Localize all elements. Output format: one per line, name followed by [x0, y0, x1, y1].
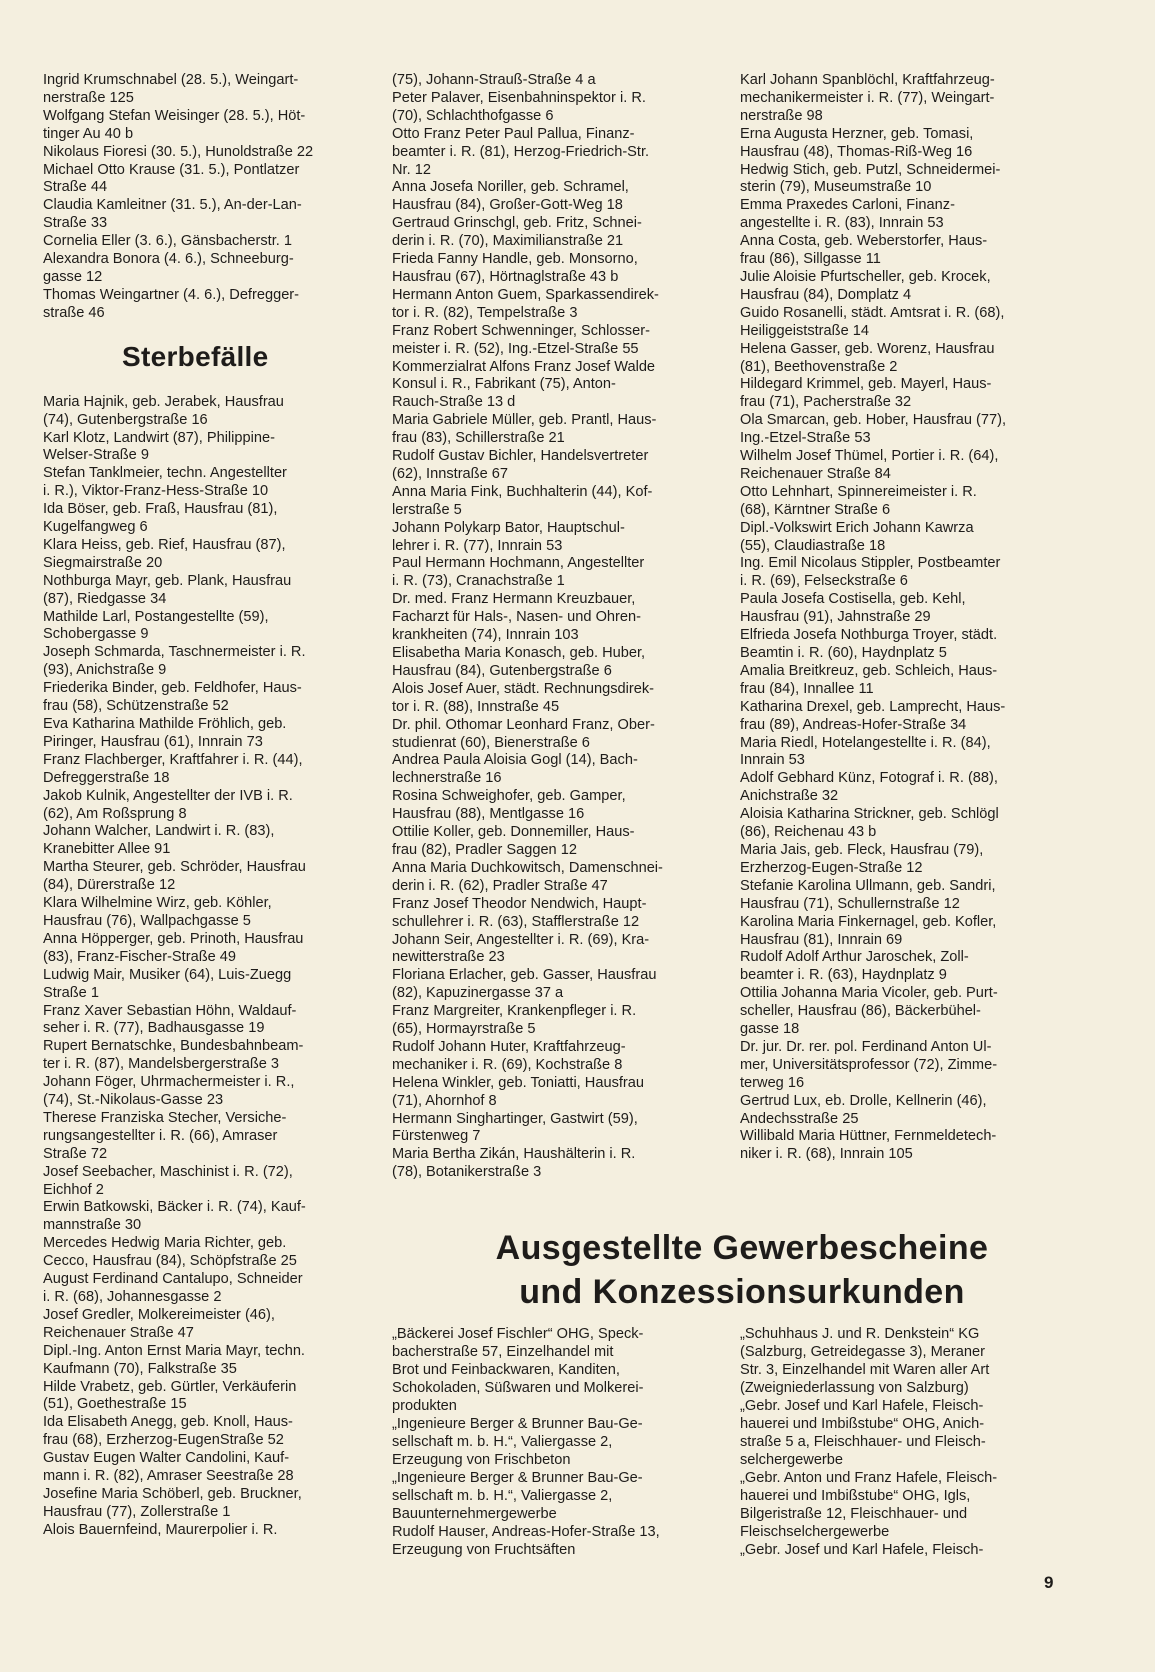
text-line: Hausfrau (81), Innrain 69 — [740, 931, 903, 948]
text-line: Franz Robert Schwenninger, Schlosser- — [392, 322, 650, 339]
text-line: Johann Walcher, Landwirt i. R. (83), — [43, 823, 275, 840]
text-line: meister i. R. (52), Ing.-Etzel-Straße 55 — [392, 340, 639, 357]
text-line: frau (68), Erzherzog-EugenStraße 52 — [43, 1432, 284, 1449]
text-line: nerstraße 98 — [740, 107, 823, 124]
births-list-continued — [43, 72, 373, 323]
text-line: Hausfrau (71), Schullernstraße 12 — [740, 895, 960, 912]
text-line: tor i. R. (82), Tempelstraße 3 — [392, 304, 578, 321]
text-line: Brot und Feinbackwaren, Kanditen, — [392, 1362, 620, 1378]
text-line: Wilhelm Josef Thümel, Portier i. R. (64), — [740, 448, 999, 465]
text-line: Elfrieda Josefa Nothburga Troyer, städt. — [740, 627, 998, 644]
text-line: Anna Maria Duchkowitsch, Damenschnei- — [392, 859, 663, 876]
text-line: nerstraße 125 — [43, 89, 134, 106]
text-line: Fleischselchergewerbe — [740, 1524, 890, 1540]
text-line: Mathilde Larl, Postangestellte (59), — [43, 608, 269, 625]
heading-sterbefaelle: Sterbefälle — [122, 340, 269, 372]
text-line: (74), Gutenbergstraße 16 — [43, 411, 208, 428]
text-line: Defreggerstraße 18 — [43, 769, 170, 786]
text-line: Paula Josefa Costisella, geb. Kehl, — [740, 591, 966, 608]
text-line: Hausfrau (84), Gutenbergstraße 6 — [392, 662, 612, 679]
text-line: frau (82), Pradler Saggen 12 — [392, 841, 577, 858]
text-line: Karl Johann Spanblöchl, Kraftfahrzeug- — [740, 72, 995, 88]
text-line: Kugelfangweg 6 — [43, 519, 148, 536]
text-line: Friederika Binder, geb. Feldhofer, Haus- — [43, 680, 302, 697]
text-line: „Schuhhaus J. und R. Denkstein“ KG — [740, 1326, 980, 1342]
text-line: Erna Augusta Herzner, geb. Tomasi, — [740, 125, 974, 142]
text-line: derin i. R. (70), Maximilianstraße 21 — [392, 233, 624, 250]
text-line: Maria Bertha Zikán, Haushälterin i. R. — [392, 1146, 636, 1163]
text-line: Hausfrau (48), Thomas-Riß-Weg 16 — [740, 143, 973, 160]
text-line: Hausfrau (91), Jahnstraße 29 — [740, 609, 931, 626]
text-line: Johann Föger, Uhrmachermeister i. R., — [43, 1074, 295, 1091]
text-line: Schobergasse 9 — [43, 626, 149, 643]
text-line: mechaniker i. R. (69), Kochstraße 8 — [392, 1056, 623, 1073]
text-line: Siegmairstraße 20 — [43, 554, 163, 571]
text-line: Ola Smarcan, geb. Hober, Hausfrau (77), — [740, 412, 1007, 429]
text-line: straße 46 — [43, 304, 105, 321]
text-line: Ingrid Krumschnabel (28. 5.), Weingart- — [43, 72, 299, 88]
text-line: bacherstraße 57, Einzelhandel mit — [392, 1344, 614, 1360]
text-line: Josef Gredler, Molkereimeister (46), — [43, 1306, 275, 1323]
text-line: Erzherzog-Eugen-Straße 12 — [740, 859, 923, 876]
text-line: Hildegard Krimmel, geb. Mayerl, Haus- — [740, 376, 992, 393]
text-line: Rudolf Hauser, Andreas-Hofer-Straße 13, — [392, 1524, 660, 1540]
text-line: beamter i. R. (63), Haydnplatz 9 — [740, 967, 947, 984]
text-line: Dr. med. Franz Hermann Kreuzbauer, — [392, 591, 636, 608]
text-line: selchergewerbe — [740, 1452, 844, 1468]
text-line: Str. 3, Einzelhandel mit Waren aller Art — [740, 1362, 990, 1378]
text-line: Andechsstraße 25 — [740, 1110, 859, 1127]
text-line: Frieda Fanny Handle, geb. Monsorno, — [392, 251, 638, 268]
column-3-deaths-list — [740, 72, 1090, 1164]
text-line: (83), Franz-Fischer-Straße 49 — [43, 948, 237, 965]
text-line: Peter Palaver, Eisenbahninspektor i. R. — [392, 89, 646, 106]
text-line: Anichstraße 32 — [740, 788, 839, 805]
column-1 — [43, 72, 373, 1540]
text-line: produkten — [392, 1398, 457, 1414]
text-line: Bilgeristraße 12, Fleischhauer- und — [740, 1506, 968, 1522]
text-line: ter i. R. (87), Mandelsbergerstraße 3 — [43, 1056, 280, 1073]
text-line: i. R. (68), Johannesgasse 2 — [43, 1289, 222, 1305]
text-line: Rauch-Straße 13 d — [392, 394, 516, 411]
text-line: Facharzt für Hals-, Nasen- und Ohren- — [392, 609, 641, 626]
text-line: Emma Praxedes Carloni, Finanz- — [740, 197, 955, 214]
text-line: tor i. R. (88), Innstraße 45 — [392, 698, 560, 715]
text-line: mann i. R. (82), Amraser Seestraße 28 — [43, 1468, 294, 1485]
text-line: Therese Franziska Stecher, Versiche- — [43, 1109, 287, 1126]
text-line: gasse 18 — [740, 1021, 800, 1038]
text-line: Maria Riedl, Hotelangestellte i. R. (84), — [740, 734, 991, 751]
text-line: lechnerstraße 16 — [392, 770, 502, 787]
text-line: mechanikermeister i. R. (77), Weingart- — [740, 89, 995, 106]
text-line: Gustav Eugen Walter Candolini, Kauf- — [43, 1450, 290, 1467]
text-line: Dipl.-Volkswirt Erich Johann Kawrza — [740, 519, 974, 536]
text-line: Anna Maria Fink, Buchhalterin (44), Kof- — [392, 483, 653, 500]
text-line: (93), Anichstraße 9 — [43, 662, 167, 679]
text-line: Hilde Vrabetz, geb. Gürtler, Verkäuferin — [43, 1378, 297, 1395]
text-line: niker i. R. (68), Innrain 105 — [740, 1146, 913, 1163]
text-line: Ing. Emil Nicolaus Stippler, Postbeamter — [740, 555, 1001, 572]
heading-gewerbescheine — [392, 1226, 1092, 1314]
text-line: Rupert Bernatschke, Bundesbahnbeam- — [43, 1038, 304, 1055]
text-line: (65), Hormayrstraße 5 — [392, 1021, 536, 1038]
text-line: Otto Lehnhart, Spinnereimeister i. R. — [740, 483, 977, 500]
text-line: (87), Riedgasse 34 — [43, 590, 167, 607]
text-line: Eichhof 2 — [43, 1181, 104, 1198]
text-line: (62), Am Roßsprung 8 — [43, 805, 187, 822]
column-2-deaths-list — [392, 72, 722, 1182]
text-line: Josefine Maria Schöberl, geb. Bruckner, — [43, 1485, 302, 1502]
text-line: tinger Au 40 b — [43, 125, 134, 142]
text-line: Joseph Schmarda, Taschnermeister i. R. — [43, 644, 306, 661]
text-line: Claudia Kamleitner (31. 5.), An-der-Lan- — [43, 197, 302, 214]
text-line: Kommerzialrat Alfons Franz Josef Walde — [392, 358, 656, 375]
text-line: Willibald Maria Hüttner, Fernmeldetech- — [740, 1128, 997, 1145]
deaths-list-part-1 — [43, 394, 373, 1540]
text-line: Mercedes Hedwig Maria Richter, geb. — [43, 1235, 287, 1252]
text-line: Rudolf Adolf Arthur Jaroschek, Zoll- — [740, 949, 969, 966]
heading-gewerbescheine-line-2: und Konzessionsurkunden — [519, 1273, 965, 1311]
text-line: „Gebr. Anton und Franz Hafele, Fleisch- — [740, 1470, 998, 1486]
text-line: Innrain 53 — [740, 752, 805, 769]
text-line: Gertraud Grinschgl, geb. Fritz, Schnei- — [392, 215, 642, 232]
heading-gewerbescheine-line-1: Ausgestellte Gewerbescheine — [495, 1229, 989, 1267]
text-line: Dipl.-Ing. Anton Ernst Maria Mayr, techn. — [43, 1342, 305, 1359]
text-line: Anna Costa, geb. Weberstorfer, Haus- — [740, 233, 988, 250]
text-line: Piringer, Hausfrau (61), Innrain 73 — [43, 733, 263, 750]
text-line: Hedwig Stich, geb. Putzl, Schneidermei- — [740, 161, 1001, 178]
text-line: Julie Aloisie Pfurtscheller, geb. Krocek, — [740, 268, 991, 285]
text-line: Paul Hermann Hochmann, Angestellter — [392, 555, 645, 572]
text-line: Maria Hajnik, geb. Jerabek, Hausfrau — [43, 393, 284, 410]
text-line: „Bäckerei Josef Fischler“ OHG, Speck- — [392, 1326, 644, 1342]
text-line: Elisabetha Maria Konasch, geb. Huber, — [392, 645, 646, 661]
text-line: rungsangestellter i. R. (66), Amraser — [43, 1127, 278, 1144]
text-line: Jakob Kulnik, Angestellter der IVB i. R. — [43, 787, 293, 804]
text-line: (68), Kärntner Straße 6 — [740, 501, 891, 518]
text-line: (70), Schlachthofgasse 6 — [392, 107, 554, 124]
text-line: Hausfrau (77), Zollerstraße 1 — [43, 1503, 231, 1520]
text-line: Franz Margreiter, Krankenpfleger i. R. — [392, 1003, 637, 1020]
text-line: Nothburga Mayr, geb. Plank, Hausfrau — [43, 572, 292, 589]
text-line: (74), St.-Nikolaus-Gasse 23 — [43, 1092, 224, 1109]
text-line: Straße 72 — [43, 1145, 108, 1162]
text-line: Straße 1 — [43, 984, 99, 1001]
text-line: Andrea Paula Aloisia Gogl (14), Bach- — [392, 752, 638, 769]
text-line: Welser-Straße 9 — [43, 447, 149, 464]
text-line: schullehrer i. R. (63), Stafflerstraße 12 — [392, 913, 640, 930]
text-line: „Ingenieure Berger & Brunner Bau-Ge- — [392, 1470, 643, 1486]
text-line: Straße 44 — [43, 179, 108, 196]
text-line: Floriana Erlacher, geb. Gasser, Hausfrau — [392, 967, 657, 984]
text-line: krankheiten (74), Innrain 103 — [392, 627, 579, 644]
text-line: (55), Claudiastraße 18 — [740, 537, 886, 554]
text-line: Stefanie Karolina Ullmann, geb. Sandri, — [740, 877, 996, 894]
text-line: Guido Rosanelli, städt. Amtsrat i. R. (68), — [740, 304, 1005, 321]
page-number: 9 — [1044, 1573, 1054, 1592]
text-line: „Gebr. Josef und Karl Hafele, Fleisch- — [740, 1398, 984, 1414]
text-line: „Ingenieure Berger & Brunner Bau-Ge- — [392, 1416, 643, 1432]
text-line: Hausfrau (76), Wallpachgasse 5 — [43, 912, 251, 929]
text-line: Rosina Schweighofer, geb. Gamper, — [392, 788, 626, 805]
text-line: Johann Polykarp Bator, Hauptschul- — [392, 519, 625, 536]
text-line: Ing.-Etzel-Straße 53 — [740, 430, 871, 447]
text-line: Cecco, Hausfrau (84), Schöpfstraße 25 — [43, 1253, 297, 1270]
text-line: Franz Flachberger, Kraftfahrer i. R. (44), — [43, 751, 303, 768]
text-line: Ottilia Johanna Maria Vicoler, geb. Purt- — [740, 985, 998, 1002]
text-line: Anna Josefa Noriller, geb. Schramel, — [392, 179, 629, 196]
text-line: frau (83), Schillerstraße 21 — [392, 430, 565, 447]
text-line: seher i. R. (77), Badhausgasse 19 — [43, 1020, 265, 1037]
text-line: Alois Bauernfeind, Maurerpolier i. R. — [43, 1521, 278, 1538]
text-line: derin i. R. (62), Pradler Straße 47 — [392, 877, 608, 894]
text-line: Nikolaus Fioresi (30. 5.), Hunoldstraße 22 — [43, 143, 314, 160]
text-line: mer, Universitätsprofessor (72), Zimme- — [740, 1056, 998, 1073]
text-line: gasse 12 — [43, 268, 103, 285]
text-line: hauerei und Imbißstube“ OHG, Anich- — [740, 1416, 985, 1432]
text-line: Karl Klotz, Landwirt (87), Philippine- — [43, 429, 275, 446]
text-line: Dr. jur. Dr. rer. pol. Ferdinand Anton Ul- — [740, 1038, 992, 1055]
text-line: (82), Kapuzinergasse 37 a — [392, 985, 564, 1002]
text-line: mannstraße 30 — [43, 1217, 142, 1234]
text-line: Hermann Anton Guem, Sparkassendirek- — [392, 286, 659, 303]
text-line: Fürstenweg 7 — [392, 1128, 481, 1145]
text-line: lerstraße 5 — [392, 501, 462, 518]
text-line: Anna Höpperger, geb. Prinoth, Hausfrau — [43, 930, 304, 947]
text-line: (Zweigniederlassung von Salzburg) — [740, 1380, 969, 1396]
text-line: studienrat (60), Bienerstraße 6 — [392, 734, 590, 751]
text-line: Thomas Weingartner (4. 6.), Defregger- — [43, 286, 300, 303]
text-line: Schokoladen, Süßwaren und Molkerei- — [392, 1380, 644, 1396]
text-line: Karolina Maria Finkernagel, geb. Kofler, — [740, 913, 997, 930]
text-line: Johann Seir, Angestellter i. R. (69), Kra- — [392, 931, 650, 948]
text-line: Straße 33 — [43, 215, 108, 232]
text-line: Beamtin i. R. (60), Haydnplatz 5 — [740, 645, 947, 661]
text-line: Kaufmann (70), Falkstraße 35 — [43, 1360, 237, 1377]
text-line: (51), Goethestraße 15 — [43, 1396, 187, 1413]
text-line: Rudolf Gustav Bichler, Handelsvertreter — [392, 448, 649, 465]
text-line: beamter i. R. (81), Herzog-Friedrich-Str. — [392, 143, 650, 160]
text-line: Erwin Batkowski, Bäcker i. R. (74), Kauf- — [43, 1199, 306, 1216]
column-5-licenses-list — [740, 1325, 1090, 1559]
text-line: frau (58), Schützenstraße 52 — [43, 698, 229, 715]
text-line: (75), Johann-Strauß-Straße 4 a — [392, 72, 596, 88]
text-line: Nr. 12 — [392, 161, 431, 178]
text-line: Ottilie Koller, geb. Donnemiller, Haus- — [392, 824, 635, 841]
text-line: terweg 16 — [740, 1074, 805, 1091]
text-line: lehrer i. R. (77), Innrain 53 — [392, 537, 563, 554]
text-line: (Salzburg, Getreidegasse 3), Meraner — [740, 1344, 985, 1360]
text-line: i. R.), Viktor-Franz-Hess-Straße 10 — [43, 483, 269, 500]
text-line: Maria Gabriele Müller, geb. Prantl, Haus- — [392, 412, 657, 429]
text-line: Aloisia Katharina Strickner, geb. Schlögl — [740, 806, 999, 823]
text-line: Rudolf Johann Huter, Kraftfahrzeug- — [392, 1038, 626, 1055]
text-line: Hausfrau (67), Hörtnaglstraße 43 b — [392, 268, 619, 285]
text-line: Konsul i. R., Fabrikant (75), Anton- — [392, 376, 616, 393]
text-line: scheller, Hausfrau (86), Bäckerbühel- — [740, 1003, 981, 1020]
text-line: Reichenauer Straße 47 — [43, 1324, 194, 1341]
text-line: Hausfrau (84), Großer-Gott-Weg 18 — [392, 197, 623, 214]
text-line: i. R. (73), Cranachstraße 1 — [392, 573, 565, 590]
text-line: Helena Gasser, geb. Worenz, Hausfrau — [740, 340, 995, 357]
text-line: Katharina Drexel, geb. Lamprecht, Haus- — [740, 698, 1006, 715]
text-line: Michael Otto Krause (31. 5.), Pontlatzer — [43, 161, 300, 178]
text-line: Klara Wilhelmine Wirz, geb. Köhler, — [43, 895, 272, 912]
text-line: Erzeugung von Fruchtsäften — [392, 1542, 576, 1558]
text-line: (78), Botanikerstraße 3 — [392, 1164, 542, 1181]
text-line: Eva Katharina Mathilde Fröhlich, geb. — [43, 716, 287, 732]
text-line: Maria Jais, geb. Fleck, Hausfrau (79), — [740, 841, 984, 858]
text-line: (84), Dürerstraße 12 — [43, 877, 176, 894]
text-line: (86), Reichenau 43 b — [740, 824, 877, 841]
text-line: newitterstraße 23 — [392, 949, 505, 966]
text-line: straße 5 a, Fleischhauer- und Fleisch- — [740, 1434, 986, 1450]
text-line: August Ferdinand Cantalupo, Schneider — [43, 1271, 303, 1288]
text-line: sellschaft m. b. H.“, Valiergasse 2, — [392, 1488, 613, 1504]
text-line: Cornelia Eller (3. 6.), Gänsbacherstr. 1 — [43, 233, 293, 250]
text-line: Hermann Singhartinger, Gastwirt (59), — [392, 1110, 638, 1127]
text-line: Ida Böser, geb. Fraß, Hausfrau (81), — [43, 501, 278, 518]
text-line: Klara Heiss, geb. Rief, Hausfrau (87), — [43, 536, 286, 553]
text-line: frau (89), Andreas-Hofer-Straße 34 — [740, 716, 967, 733]
text-line: sterin (79), Museumstraße 10 — [740, 179, 932, 196]
text-line: Erzeugung von Frischbeton — [392, 1452, 571, 1468]
text-line: Josef Seebacher, Maschinist i. R. (72), — [43, 1163, 293, 1180]
text-line: Martha Steurer, geb. Schröder, Hausfrau — [43, 859, 306, 876]
text-line: Alois Josef Auer, städt. Rechnungsdirek- — [392, 680, 655, 697]
text-line: Helena Winkler, geb. Toniatti, Hausfrau — [392, 1074, 645, 1091]
text-line: Adolf Gebhard Künz, Fotograf i. R. (88), — [740, 770, 998, 787]
column-4-licenses-list — [392, 1325, 722, 1559]
text-line: sellschaft m. b. H.“, Valiergasse 2, — [392, 1434, 613, 1450]
text-line: hauerei und Imbißstube“ OHG, Igls, — [740, 1488, 971, 1504]
text-line: angestellte i. R. (83), Innrain 53 — [740, 215, 944, 232]
text-line: „Gebr. Josef und Karl Hafele, Fleisch- — [740, 1542, 984, 1558]
text-line: Amalia Breitkreuz, geb. Schleich, Haus- — [740, 662, 998, 679]
text-line: Wolfgang Stefan Weisinger (28. 5.), Höt- — [43, 107, 306, 124]
text-line: frau (84), Innallee 11 — [740, 680, 874, 697]
text-line: Hausfrau (88), Mentlgasse 16 — [392, 806, 585, 823]
text-line: Reichenauer Straße 84 — [740, 465, 891, 482]
text-line: Franz Xaver Sebastian Höhn, Waldauf- — [43, 1002, 297, 1019]
text-line: Dr. phil. Othomar Leonhard Franz, Ober- — [392, 716, 655, 733]
text-line: (71), Ahornhof 8 — [392, 1092, 497, 1109]
text-line: i. R. (69), Felseckstraße 6 — [740, 573, 908, 590]
text-line: Ida Elisabeth Anegg, geb. Knoll, Haus- — [43, 1414, 293, 1431]
text-line: Ludwig Mair, Musiker (64), Luis-Zuegg — [43, 966, 292, 983]
text-line: (62), Innstraße 67 — [392, 465, 508, 482]
text-line: Kranebitter Allee 91 — [43, 841, 171, 858]
text-line: Bauunternehmergewerbe — [392, 1506, 557, 1522]
text-line: Gertrud Lux, eb. Drolle, Kellnerin (46), — [740, 1092, 987, 1109]
text-line: Franz Josef Theodor Nendwich, Haupt- — [392, 895, 647, 912]
text-line: Stefan Tanklmeier, techn. Angestellter — [43, 465, 287, 482]
text-line: Otto Franz Peter Paul Pallua, Finanz- — [392, 125, 635, 142]
text-line: frau (86), Sillgasse 11 — [740, 251, 881, 268]
text-line: Hausfrau (84), Domplatz 4 — [740, 286, 912, 303]
text-line: frau (71), Pacherstraße 32 — [740, 394, 912, 411]
text-line: Alexandra Bonora (4. 6.), Schneeburg- — [43, 251, 294, 268]
text-line: (81), Beethovenstraße 2 — [740, 358, 898, 375]
text-line: Heiliggeiststraße 14 — [740, 322, 869, 339]
